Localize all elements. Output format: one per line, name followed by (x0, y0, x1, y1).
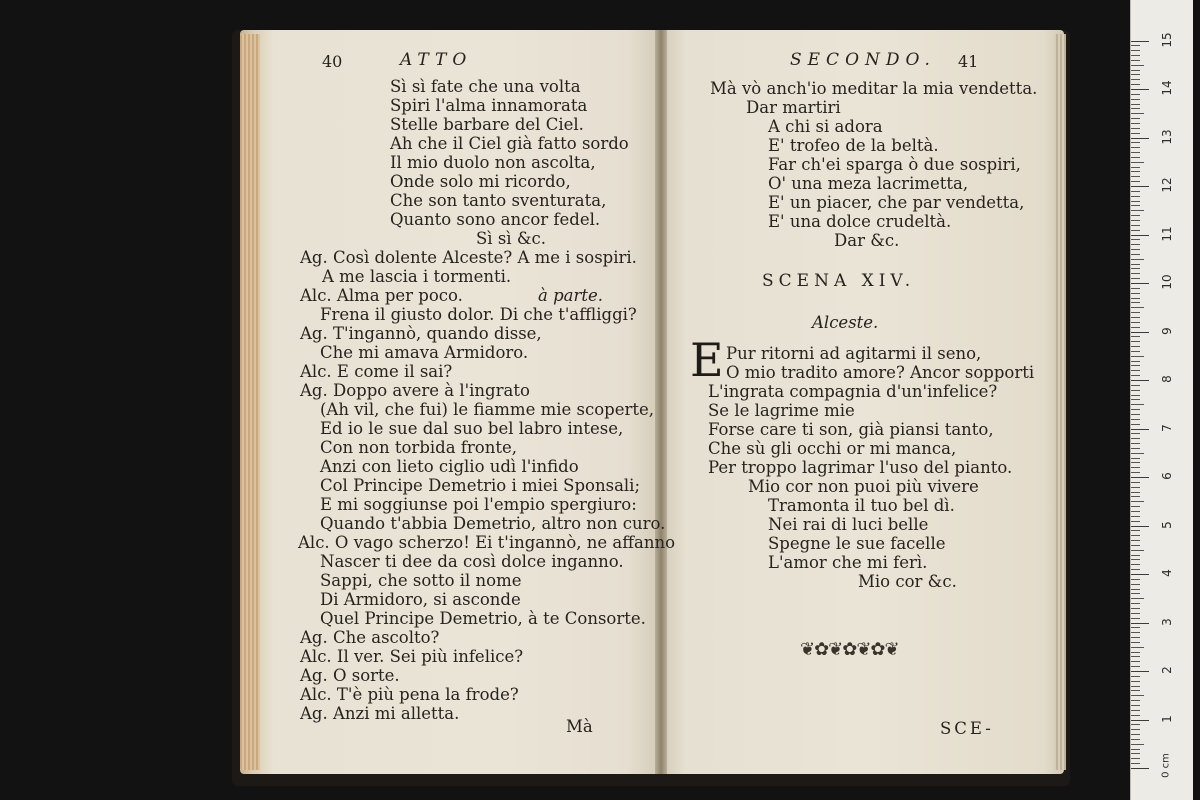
ruler-tick (1131, 142, 1140, 143)
ruler-number: 11 (1160, 225, 1174, 242)
ruler-tick (1131, 157, 1140, 158)
ruler-number: 4 (1160, 569, 1174, 577)
ruler-tick (1131, 623, 1149, 624)
text-line: Dar &c. (834, 231, 900, 250)
text-line: A me lascia i tormenti. (322, 267, 512, 286)
ruler-tick (1131, 65, 1144, 66)
ruler-tick (1131, 564, 1140, 565)
running-head-right: SECONDO. (790, 50, 936, 70)
ruler-tick (1131, 429, 1149, 430)
ruler-tick (1131, 70, 1140, 71)
text-line: Che mi amava Armidoro. (320, 343, 529, 362)
ruler-tick (1131, 618, 1140, 619)
ruler-tick (1131, 506, 1140, 507)
ruler-tick (1131, 327, 1140, 328)
ruler-tick (1131, 79, 1140, 80)
drop-cap: E (690, 333, 724, 387)
ruler-tick (1131, 681, 1140, 682)
ruler-tick (1131, 74, 1140, 75)
ruler-tick (1131, 627, 1140, 628)
ruler-tick (1131, 123, 1140, 124)
text-line: A chi si adora (768, 117, 883, 136)
page-edges-right (1054, 34, 1066, 770)
ruler-tick (1131, 288, 1140, 289)
ruler-tick (1131, 569, 1140, 570)
ruler-number: 7 (1160, 423, 1174, 432)
ruler-tick (1131, 346, 1140, 347)
text-line: Far ch'ei sparga ò due sospiri, (768, 155, 1021, 174)
ruler-tick (1131, 433, 1140, 434)
ruler-tick (1131, 385, 1140, 386)
ruler-tick (1131, 162, 1144, 163)
ruler-tick (1131, 94, 1140, 95)
ruler-tick (1131, 584, 1140, 585)
text-line: Mio cor &c. (858, 572, 957, 591)
text-line: Quando t'abbia Demetrio, altro non curo. (320, 514, 666, 533)
text-line: E' trofeo de la beltà. (768, 136, 939, 155)
ruler-tick (1131, 501, 1144, 502)
ruler-tick (1131, 477, 1149, 478)
ruler-tick (1131, 526, 1149, 527)
text-line: Ag. Che ascolto? (300, 628, 440, 647)
ruler-tick (1131, 225, 1140, 226)
page-number-right: 41 (958, 52, 979, 71)
ruler-tick (1131, 60, 1140, 61)
ruler-tick (1131, 341, 1140, 342)
text-line: Ag. Doppo avere à l'ingrato (300, 381, 530, 400)
ruler-tick (1131, 753, 1140, 754)
ruler-tick (1131, 171, 1140, 172)
ruler-tick (1131, 133, 1140, 134)
ruler-tick (1131, 559, 1140, 560)
text-line: Ah che il Ciel già fatto sordo (390, 134, 629, 153)
ruler-tick (1131, 511, 1140, 512)
ruler-tick (1131, 729, 1140, 730)
text-line: Se le lagrime mie (708, 401, 855, 420)
ruler-tick (1131, 734, 1140, 735)
ruler-tick (1131, 763, 1140, 764)
ruler-number: 3 (1160, 617, 1174, 626)
ruler-tick (1131, 656, 1140, 657)
ruler-tick (1131, 666, 1140, 667)
ruler-tick (1131, 89, 1149, 90)
ruler-tick (1131, 268, 1140, 269)
ruler-tick (1131, 50, 1140, 51)
ruler-tick (1131, 637, 1140, 638)
text-line: Ag. Anzi mi alletta. (300, 704, 460, 723)
ruler-tick (1131, 545, 1140, 546)
character-name: Alceste. (812, 313, 879, 332)
ruler-tick (1131, 414, 1140, 415)
ruler-tick (1131, 317, 1140, 318)
text-line: Ag. Così dolente Alceste? A me i sospiri. (300, 248, 637, 267)
ruler-tick (1131, 724, 1140, 725)
ruler-tick (1131, 244, 1140, 245)
ruler-tick (1131, 739, 1140, 740)
ruler-tick (1131, 521, 1140, 522)
ruler-number: 9 (1160, 326, 1174, 335)
ruler-tick (1131, 496, 1140, 497)
ruler-tick (1131, 152, 1140, 153)
ruler-tick (1131, 686, 1140, 687)
stage-direction: à parte. (538, 286, 604, 305)
ruler-tick (1131, 462, 1140, 463)
ruler-tick (1131, 375, 1140, 376)
running-head-left: ATTO (400, 50, 473, 70)
ruler-tick (1131, 749, 1140, 750)
text-line: Sì sì &c. (476, 229, 546, 248)
ruler-tick (1131, 705, 1140, 706)
text-line: (Ah vil, che fui) le fiamme mie scoperte, (320, 400, 655, 419)
text-line: Frena il giusto dolor. Di che t'affliggi? (320, 305, 637, 324)
ruler-tick (1131, 419, 1140, 420)
ruler-tick (1131, 210, 1144, 211)
ruler-tick (1131, 186, 1149, 187)
ruler-tick (1131, 278, 1140, 279)
page-number-left: 40 (322, 52, 343, 71)
ruler-tick (1131, 540, 1140, 541)
text-line: Forse care ti son, già piansi tanto, (708, 420, 994, 439)
ruler-number: 14 (1160, 80, 1174, 96)
text-line: L'amor che mi ferì. (768, 553, 928, 572)
ruler-tick (1131, 443, 1140, 444)
text-line: L'ingrata compagnia d'un'infelice? (708, 382, 998, 401)
ruler-number: 8 (1160, 375, 1174, 383)
text-line: E' una dolce crudeltà. (768, 212, 952, 231)
ruler-tick (1131, 230, 1140, 231)
text-line: Alc. O vago scherzo! Ei t'ingannò, ne affanno (298, 533, 676, 552)
ruler-tick (1131, 467, 1140, 468)
ruler-tick (1131, 390, 1140, 391)
ruler-tick (1131, 264, 1140, 265)
ruler-tick (1131, 598, 1144, 599)
text-line: Mà vò anch'io meditar la mia vendetta. (710, 79, 1038, 98)
text-line: Alc. E come il sai? (300, 362, 453, 381)
ruler-tick (1131, 593, 1140, 594)
ruler-tick (1131, 167, 1140, 168)
ruler-tick (1131, 530, 1140, 531)
text-line: Sappi, che sotto il nome (320, 571, 522, 590)
ruler-tick (1131, 424, 1140, 425)
ruler-tick (1131, 45, 1140, 46)
text-line: Col Principe Demetrio i miei Sponsali; (320, 476, 641, 495)
text-line: Il mio duolo non ascolta, (390, 153, 596, 172)
text-line: Sì sì fate che una volta (390, 77, 581, 96)
ruler-tick (1131, 661, 1140, 662)
ruler-tick (1131, 283, 1149, 284)
ruler-tick (1131, 108, 1140, 109)
ruler-tick (1131, 550, 1144, 551)
ruler-tick (1131, 647, 1144, 648)
ruler-tick (1131, 690, 1140, 691)
ruler-tick (1131, 302, 1140, 303)
ruler-tick (1131, 720, 1149, 721)
ruler-tick (1131, 603, 1140, 604)
ruler-tick (1131, 259, 1144, 260)
ruler-tick (1131, 535, 1140, 536)
ruler-tick (1131, 395, 1140, 396)
text-line: Spiri l'alma innamorata (390, 96, 588, 115)
text-line: Ed io le sue dal suo bel labro intese, (320, 419, 624, 438)
text-line: Alc. Alma per poco. (300, 286, 463, 305)
ruler-tick (1131, 492, 1140, 493)
book-gutter (655, 30, 667, 774)
ruler-tick (1131, 118, 1140, 119)
ruler-tick (1131, 307, 1144, 308)
ruler-number: 2 (1160, 666, 1174, 674)
ruler-tick (1131, 482, 1140, 483)
ornament-icon: ❦✿❦✿❦✿❦ (800, 639, 899, 660)
ruler-tick (1131, 298, 1140, 299)
text-line: Spegne le sue facelle (768, 534, 946, 553)
ruler-tick (1131, 715, 1140, 716)
ruler-tick (1131, 768, 1149, 769)
ruler-tick (1131, 332, 1149, 333)
ruler-number: 15 (1160, 31, 1174, 48)
ruler-tick (1131, 589, 1140, 590)
text-line: Tramonta il tuo bel dì. (768, 496, 955, 515)
ruler-tick (1131, 336, 1140, 337)
text-line: Mio cor non puoi più vivere (748, 477, 979, 496)
ruler-tick (1131, 215, 1140, 216)
ruler-tick (1131, 579, 1140, 580)
catchword-right: SCE- (940, 719, 994, 738)
ruler-tick (1131, 205, 1140, 206)
measuring-ruler (1130, 0, 1193, 800)
text-line: O' una meza lacrimetta, (768, 174, 969, 193)
ruler-tick (1131, 196, 1140, 197)
text-line: Dar martiri (746, 98, 841, 117)
text-line: Stelle barbare del Ciel. (390, 115, 584, 134)
ruler-tick (1131, 239, 1140, 240)
text-line: Nascer ti dee da così dolce inganno. (320, 552, 624, 571)
text-line: Che son tanto sventurata, (390, 191, 607, 210)
ruler-tick (1131, 312, 1140, 313)
ruler-tick (1131, 191, 1140, 192)
text-line: Alc. T'è più pena la frode? (300, 685, 519, 704)
ruler-tick (1131, 472, 1140, 473)
ruler-tick (1131, 293, 1140, 294)
text-line: Di Armidoro, si asconde (320, 590, 521, 609)
ruler-tick (1131, 176, 1140, 177)
ruler-tick (1131, 695, 1144, 696)
ruler-tick (1131, 273, 1140, 274)
ruler-tick (1131, 220, 1140, 221)
ruler-tick (1131, 516, 1140, 517)
ruler-tick (1131, 356, 1144, 357)
ruler-tick (1131, 365, 1140, 366)
text-line: Anzi con lieto ciglio udì l'infido (320, 457, 579, 476)
text-line: Per troppo lagrimar l'uso del pianto. (708, 458, 1013, 477)
ruler-tick (1131, 652, 1140, 653)
ruler-tick (1131, 113, 1144, 114)
text-line: E mi soggiunse poi l'empio spergiuro: (320, 495, 637, 514)
text-line: Con non torbida fronte, (320, 438, 517, 457)
text-line: Alc. Il ver. Sei più infelice? (300, 647, 524, 666)
ruler-tick (1131, 710, 1140, 711)
ruler-tick (1131, 181, 1140, 182)
ruler-tick (1131, 128, 1140, 129)
ruler-tick (1131, 453, 1144, 454)
ruler-tick (1131, 370, 1140, 371)
text-line: Ag. T'ingannò, quando disse, (300, 324, 542, 343)
ruler-tick (1131, 147, 1140, 148)
ruler-tick (1131, 351, 1140, 352)
ruler-tick (1131, 632, 1140, 633)
text-line: Quel Principe Demetrio, à te Consorte. (320, 609, 646, 628)
ruler-tick (1131, 700, 1140, 701)
ruler-tick (1131, 458, 1140, 459)
ruler-number: 13 (1160, 128, 1174, 145)
ruler-number: 5 (1160, 520, 1174, 529)
ruler-tick (1131, 448, 1140, 449)
page-edges-left (240, 34, 260, 770)
ruler-tick (1131, 99, 1140, 100)
text-line: O mio tradito amore? Ancor sopporti (726, 363, 1035, 382)
text-line: E' un piacer, che par vendetta, (768, 193, 1025, 212)
text-line: Ag. O sorte. (300, 666, 400, 685)
ruler-tick (1131, 104, 1140, 105)
ruler-tick (1131, 55, 1140, 56)
text-line: Quanto sono ancor fedel. (390, 210, 601, 229)
text-line: Onde solo mi ricordo, (390, 172, 571, 191)
ruler-tick (1131, 138, 1149, 139)
text-line: Che sù gli occhi or mi manca, (708, 439, 957, 458)
ruler-tick (1131, 361, 1140, 362)
ruler-number: 12 (1160, 177, 1174, 193)
ruler-number: 10 (1160, 274, 1174, 290)
ruler-tick (1131, 642, 1140, 643)
ruler-tick (1131, 409, 1140, 410)
ruler-tick (1131, 744, 1144, 745)
text-line: Pur ritorni ad agitarmi il seno, (726, 344, 982, 363)
ruler-tick (1131, 676, 1140, 677)
ruler-tick (1131, 608, 1140, 609)
ruler-number: 6 (1160, 472, 1174, 480)
ruler-unit-label: 0 cm (1160, 753, 1172, 778)
ruler-number: 1 (1160, 714, 1174, 723)
ruler-tick (1131, 758, 1140, 759)
ruler-tick (1131, 574, 1149, 575)
ruler-tick (1131, 555, 1140, 556)
scene-title: SCENA XIV. (762, 271, 916, 291)
ruler-tick (1131, 613, 1140, 614)
ruler-tick (1131, 404, 1144, 405)
ruler-tick (1131, 380, 1149, 381)
ruler-tick (1131, 322, 1140, 323)
ruler-tick (1131, 399, 1140, 400)
ruler-tick (1131, 84, 1140, 85)
ruler-tick (1131, 487, 1140, 488)
ruler-tick (1131, 235, 1149, 236)
ruler-tick (1131, 438, 1140, 439)
ruler-tick (1131, 249, 1140, 250)
catchword-left: Mà (566, 717, 593, 736)
ruler-tick (1131, 201, 1140, 202)
ruler-tick (1131, 41, 1149, 42)
ruler-tick (1131, 254, 1140, 255)
ruler-tick (1131, 671, 1149, 672)
text-line: Nei rai di luci belle (768, 515, 929, 534)
